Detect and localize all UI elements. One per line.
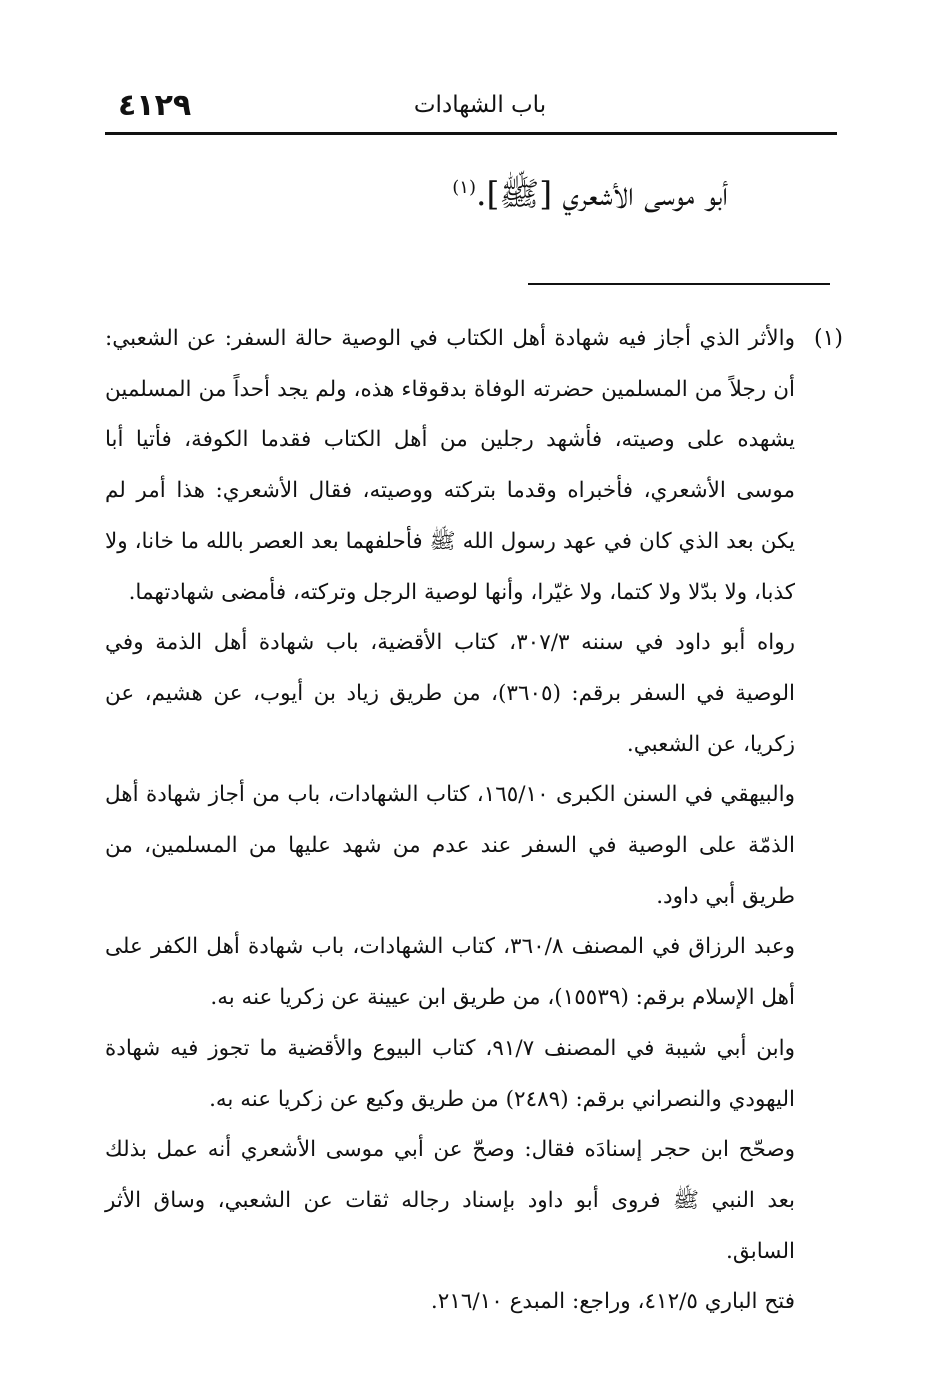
footnote-paragraph: فتح الباري ٤١٢/٥، وراجع: المبدع ٢١٦/١٠. bbox=[430, 1289, 795, 1315]
footnote-reference: (١) bbox=[452, 177, 476, 198]
footnote-paragraph: وعبد الرزاق في المصنف ٣٦٠/٨، كتاب الشهادات، باب شهادة أهل الكفر على أهل الإسلام برقم: (١٥٥٣٩)، من طريق ابن عيينة عن زكريا عنه به. bbox=[105, 934, 795, 1011]
footnote-marker: (١) bbox=[813, 326, 843, 351]
page-number: ٤١٢٩ bbox=[118, 88, 192, 123]
footnote-paragraph: والبيهقي في السنن الكبرى ١٦٥/١٠، كتاب الشهادات، باب من أجاز شهادة أهل الذمّة على الوصية في السفر عند عدم من شهد عليها من المسلمين، من طريق أبي داود. bbox=[105, 782, 795, 909]
heading-text: أبو موسى الأشعري [ﷺ]. bbox=[475, 174, 728, 213]
running-title: باب الشهادات bbox=[413, 92, 547, 118]
footnote-paragraph: رواه أبو داود في سننه ٣٠٧/٣، كتاب الأقضية، باب شهادة أهل الذمة وفي الوصية في السفر برقم: (٣٦٠٥)، من طريق زياد بن أيوب، عن هشيم، عن زكريا، عن الشعبي. bbox=[105, 630, 795, 757]
header-rule bbox=[105, 132, 837, 135]
section-heading bbox=[452, 174, 728, 222]
footnote bbox=[105, 314, 843, 1328]
footnote-paragraph: وابن أبي شيبة في المصنف ٩١/٧، كتاب البيوع والأقضية ما تجوز فيه شهادة اليهودي والنصراني برقم: (٢٤٨٩) من طريق وكيع عن زكريا عنه به. bbox=[105, 1035, 796, 1112]
footnote-paragraph: والأثر الذي أجاز فيه شهادة أهل الكتاب في الوصية حالة السفر: عن الشعبي: أن رجلاً من المسلمين حضرته الوفاة بدقوقاء هذه، ولم يجد أحداً من المسلمين يشهده على وصيته، فأشهد رجلين من أهل الكتاب فقدما الكوفة، فأتيا أبا موسى الأشعري، فأخبراه وقدما بتركته ووصيته، فقال الأشعري: هذا أمر لم يكن بعد الذي كان في عهد رسول الله ﷺ فأحلفهما بعد العصر بالله ما خانا، ولا كذبا، ولا بدّلا ولا كتما، ولا غيّرا، وأنها لوصية الرجل وتركته، فأمضى شهادتهما. bbox=[105, 326, 795, 605]
footnote-separator bbox=[528, 283, 830, 285]
footnote-paragraph: وصحّح ابن حجر إسنادَه فقال: وصحّ عن أبي موسى الأشعري أنه عمل بذلك بعد النبي ﷺ فروى أبو داود بإسناد رجاله ثقات عن الشعبي، وساق الأثر السابق. bbox=[105, 1137, 795, 1264]
